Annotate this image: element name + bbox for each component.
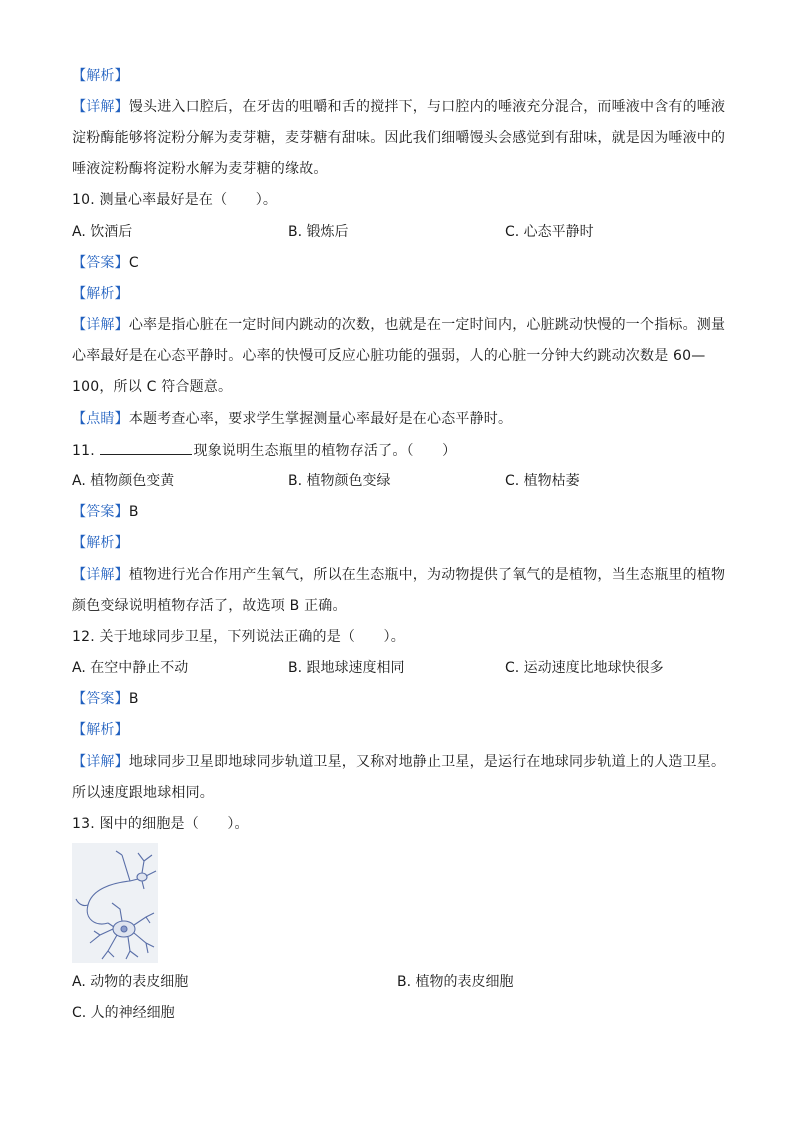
detail-tag: 【详解】 (72, 754, 129, 770)
analysis-tag: 【解析】 (72, 535, 129, 551)
detail-tag: 【详解】 (72, 567, 129, 583)
detail-text: 心率是指心脏在一定时间内跳动的次数，也就是在一定时间内，心脏跳动快慢的一个指标。测量 (128, 317, 726, 333)
question-text: 现象说明生态瓶里的植物存活了。（ ） (193, 443, 457, 459)
question-12: 12. 关于地球同步卫星，下列说法正确的是（ ）。 (72, 629, 405, 645)
question-10: 10. 测量心率最好是在（ ）。 (72, 192, 278, 208)
detail-text: 颜色变绿说明植物存活了，故选项 B 正确。 (72, 598, 347, 614)
option-c: C. 心态平静时 (505, 224, 594, 240)
answer-value: C (128, 255, 139, 271)
comment-tag: 【点睛】 (72, 411, 129, 427)
analysis-tag: 【解析】 (72, 68, 129, 84)
option-c: C. 人的神经细胞 (72, 1005, 175, 1021)
question-13: 13. 图中的细胞是（ ）。 (72, 816, 249, 832)
detail-text: 唾液淀粉酶将淀粉水解为麦芽糖的缘故。 (72, 161, 328, 177)
option-a: A. 在空中静止不动 (72, 660, 189, 676)
detail-paragraph-line (72, 97, 725, 117)
answer-value: B (128, 691, 139, 707)
answer-line (72, 253, 139, 273)
detail-paragraph-line (72, 315, 725, 335)
fill-blank (100, 440, 192, 455)
option-b: B. 锻炼后 (288, 224, 349, 240)
detail-text: 100，所以 C 符合题意。 (72, 379, 233, 395)
option-b: B. 植物颜色变绿 (288, 473, 391, 489)
detail-text: 淀粉酶能够将淀粉分解为麦芽糖，麦芽糖有甜味。因此我们细嚼馒头会感觉到有甜味，就是因为唾液中的 (72, 130, 726, 146)
detail-paragraph-line (72, 565, 725, 585)
detail-text: 心率最好是在心态平静时。心率的快慢可反应心脏功能的强弱，人的心脏一分钟大约跳动次数是 60— (72, 348, 706, 364)
detail-text: 馒头进入口腔后，在牙齿的咀嚼和舌的搅拌下，与口腔内的唾液充分混合，而唾液中含有的唾液 (128, 99, 726, 115)
option-a: A. 植物颜色变黄 (72, 473, 175, 489)
option-b: B. 植物的表皮细胞 (397, 974, 514, 990)
analysis-tag: 【解析】 (72, 286, 129, 302)
option-a: A. 饮酒后 (72, 224, 133, 240)
answer-tag: 【答案】 (72, 255, 129, 271)
option-b: B. 跟地球速度相同 (288, 660, 405, 676)
answer-line (72, 689, 139, 709)
detail-tag: 【详解】 (72, 317, 129, 333)
detail-text: 所以速度跟地球相同。 (72, 785, 214, 801)
analysis-tag: 【解析】 (72, 722, 129, 738)
answer-tag: 【答案】 (72, 691, 129, 707)
detail-paragraph-line (72, 752, 725, 772)
option-c: C. 运动速度比地球快很多 (505, 660, 664, 676)
question-11 (72, 440, 456, 461)
answer-value: B (128, 504, 139, 520)
neuron-image (72, 843, 158, 963)
option-c: C. 植物枯萎 (505, 473, 580, 489)
option-a: A. 动物的表皮细胞 (72, 974, 189, 990)
detail-text: 地球同步卫星即地球同步轨道卫星，又称对地静止卫星，是运行在地球同步轨道上的人造卫星。 (128, 754, 726, 770)
comment-text: 本题考查心率，要求学生掌握测量心率最好是在心态平静时。 (128, 411, 513, 427)
answer-tag: 【答案】 (72, 504, 129, 520)
answer-line (72, 502, 139, 522)
detail-text: 植物进行光合作用产生氧气，所以在生态瓶中，为动物提供了氧气的是植物，当生态瓶里的植物 (128, 567, 726, 583)
comment-line (72, 409, 512, 429)
question-number: 11. (72, 443, 95, 459)
detail-tag: 【详解】 (72, 99, 129, 115)
neuron-illustration (72, 843, 158, 963)
